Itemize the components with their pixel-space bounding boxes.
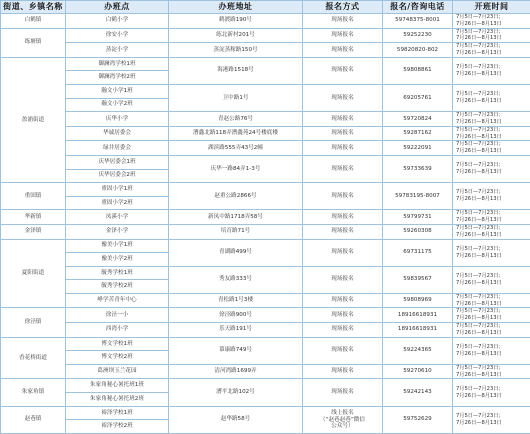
address-cell: 青湖路499号 [169,239,303,266]
time-line-1: 7月5日—7月23日； [456,112,528,119]
class-point-cell: 庆华居委会1班 [66,155,169,169]
class-point-cell: 蒸淀小学 [66,43,169,58]
phone-cell: 59224365 [383,337,453,364]
time-line-2: 7月26日—8月13日 [456,253,528,260]
street-name-cell: 盈浦街道 [1,57,66,182]
method-cell: 现场报名 [303,308,383,323]
time-line-1: 7月5日—7月23日； [456,273,528,280]
time-line-2: 7月26日—8月13日 [456,351,528,358]
method-line: （“赵巷赵巷”微信 [305,417,380,423]
time-line-2: 7月26日—8月13日 [456,330,528,337]
header-time: 开班时间 [453,1,530,14]
time-line-1: 7月5日—7月23日； [456,246,528,253]
time-line-1: 7月5日—7月23日； [456,162,528,169]
address-cell: 湖滨路555弄43号2幢 [169,141,303,156]
phone-cell: 59222091 [383,141,453,156]
class-point-cell: 徐安小学 [66,28,169,43]
time-line-1: 7月5日—7月23日； [456,127,528,134]
street-name-cell: 徐泾镇 [1,308,66,337]
street-name-cell: 华新镇 [1,210,66,225]
method-cell: 现场报名 [303,155,383,182]
time-line-1: 7月5日—7月23日； [456,29,528,36]
time-line-1: 7月5日—7月23日； [456,365,528,372]
time-cell [453,14,530,29]
street-name-cell: 练塘镇 [1,28,66,57]
address-cell: 赵华路58号 [169,406,303,433]
time-cell [453,112,530,127]
time-line-1: 7月5日—7月23日； [456,386,528,393]
table-row [1,379,530,393]
method-cell: 现场报名 [303,43,383,58]
method-cell: 现场报名 [303,379,383,406]
address-cell: 徐泾路900号 [169,308,303,323]
class-point-cell: 金泽小学 [66,224,169,239]
header-method: 报名方式 [303,1,383,14]
address-cell: 鹤渡路190号 [169,14,303,29]
time-line-1: 7月5日—7月23日； [456,64,528,71]
class-point-cell: 重固小学2班 [66,196,169,210]
method-cell: 现场报名 [303,84,383,111]
phone-cell: 59839567 [383,266,453,293]
street-name-cell: 赵巷镇 [1,406,66,433]
time-cell [453,364,530,379]
table-row [1,266,530,280]
time-cell [453,379,530,406]
method-line: 公众号） [305,423,380,429]
address-cell: 新凤中路1718弄58号 [169,210,303,225]
time-line-2: 7月26日—8月13日 [456,35,528,42]
table-row [1,293,530,308]
phone-cell: 69731175 [383,239,453,266]
method-cell: 现场报名 [303,57,383,84]
time-cell [453,57,530,84]
table-body [1,14,530,434]
table-row [1,308,530,323]
class-point-cell: 葛洲坝玉兰花园 [66,364,169,379]
method-cell: 现场报名 [303,293,383,308]
time-cell [453,141,530,156]
table-row [1,364,530,379]
time-line-2: 7月26日—8月13日 [456,21,528,28]
class-point-cell: 御澜湾学校2班 [66,71,169,85]
class-point-cell: 博文学校2班 [66,351,169,365]
phone-cell: 59783195-8007 [383,183,453,210]
phone-cell: 18916618931 [383,323,453,338]
address-cell: 培育路71号 [169,224,303,239]
table-row [1,406,530,420]
time-cell [453,266,530,293]
method-cell: 现场报名 [303,239,383,266]
table-row [1,141,530,156]
class-point-cell: 庆华居委会2班 [66,169,169,183]
address-cell: 海港路1518号 [169,57,303,84]
time-line-1: 7月5日—7月23日； [456,210,528,217]
method-cell: 现场报名 [303,266,383,293]
class-point-cell: 豫美小学2班 [66,253,169,267]
method-cell [303,406,383,433]
address-cell: 庆华一路84弄1-3号 [169,155,303,182]
class-point-cell: 豫美小学1班 [66,239,169,253]
time-cell [453,337,530,364]
table-row [1,239,530,253]
time-cell [453,323,530,338]
class-point-cell: 绿井居委会 [66,141,169,156]
method-cell: 现场报名 [303,210,383,225]
method-cell: 现场报名 [303,337,383,364]
address-cell: 蒸淀蒸稼路150号 [169,43,303,58]
class-point-cell: 白鹤小学 [66,14,169,29]
class-point-cell: 毓秀学校2班 [66,280,169,294]
time-line-2: 7月26日—8月13日 [456,232,528,239]
time-line-1: 7月5日—7月23日； [456,294,528,301]
table-row [1,57,530,71]
phone-cell: 18916618931 [383,308,453,323]
method-cell: 现场报名 [303,224,383,239]
time-line-2: 7月26日—8月13日 [456,98,528,105]
time-line-1: 7月5日—7月23日； [456,43,528,50]
time-line-2: 7月26日—8月13日 [456,196,528,203]
time-line-1: 7月5日—7月23日； [456,91,528,98]
address-cell: 赵重公路2866号 [169,183,303,210]
address-cell: 秀友路333号 [169,266,303,293]
phone-cell: 59799731 [383,210,453,225]
table-row [1,14,530,29]
table-row [1,84,530,98]
method-cell: 现场报名 [303,14,383,29]
address-cell: 清河湾路1699弄 [169,364,303,379]
method-cell: 现场报名 [303,364,383,379]
class-point-cell: 凤溪小学 [66,210,169,225]
time-line-2: 7月26日—8月13日 [456,134,528,141]
phone-cell: 59242143 [383,379,453,406]
table-row [1,210,530,225]
time-line-1: 7月5日—7月23日； [456,225,528,232]
method-cell: 现场报名 [303,183,383,210]
time-line-2: 7月26日—8月13日 [456,169,528,176]
phone-cell: 59808861 [383,57,453,84]
header-street: 街道、乡镇名称 [1,1,66,14]
time-line-1: 7月5日—7月23日； [456,189,528,196]
table-row [1,112,530,127]
class-point-cell: 重固小学1班 [66,183,169,197]
phone-cell: 59260308 [383,224,453,239]
phone-cell: 59820820-802 [383,43,453,58]
time-line-2: 7月26日—8月13日 [456,420,528,427]
class-point-cell: 裕泽学校1班 [66,406,169,420]
method-line: 线上报名 [305,410,380,416]
phone-cell: 59748375-8001 [383,14,453,29]
address-cell: 卫中路1号 [169,84,303,111]
time-cell [453,183,530,210]
phone-cell: 59287162 [383,126,453,141]
street-name-cell: 金泽镇 [1,224,66,239]
table-row [1,323,530,338]
header-row [1,1,530,14]
street-name-cell: 朱家角镇 [1,379,66,406]
address-cell: 慕康路749号 [169,337,303,364]
class-point-cell: 峥学苦青年中心 [66,293,169,308]
time-line-1: 7月5日—7月23日； [456,344,528,351]
time-line-2: 7月26日—8月13日 [456,148,528,155]
time-line-2: 7月26日—8月13日 [456,71,528,78]
time-line-2: 7月26日—8月13日 [456,315,528,322]
time-cell [453,155,530,182]
class-point-cell: 瀚文小学2班 [66,98,169,112]
phone-cell: 59733639 [383,155,453,182]
address-cell: 青赵公路76号 [169,112,303,127]
time-line-2: 7月26日—8月13日 [456,50,528,57]
header-address: 办班地址 [169,1,303,14]
phone-cell: 59252230 [383,28,453,43]
street-name-cell: 重固镇 [1,183,66,210]
table-row [1,337,530,351]
class-point-cell: 徐泾一小 [66,308,169,323]
address-cell: 练北新村201号 [169,28,303,43]
time-cell [453,406,530,433]
address-cell: 漕平北路102号 [169,379,303,406]
address-cell: 青松路1号3楼 [169,293,303,308]
method-cell: 现场报名 [303,28,383,43]
address-cell: 乐天路191号 [169,323,303,338]
time-line-2: 7月26日—8月13日 [456,217,528,224]
street-name-cell: 夏阳街道 [1,239,66,308]
class-point-cell: 庆华小学 [66,112,169,127]
time-line-1: 7月5日—7月23日； [456,323,528,330]
phone-cell: 59808969 [383,293,453,308]
time-line-2: 7月26日—8月13日 [456,393,528,400]
phone-cell: 59752629 [383,406,453,433]
time-cell [453,84,530,111]
phone-cell: 59270610 [383,364,453,379]
table-row [1,183,530,197]
time-cell [453,210,530,225]
class-point-cell: 朱家角秘心暑托班2班 [66,393,169,407]
time-line-1: 7月5日—7月23日； [456,308,528,315]
street-name-cell: 白鹤镇 [1,14,66,29]
method-cell: 现场报名 [303,323,383,338]
time-cell [453,308,530,323]
method-cell: 现场报名 [303,112,383,127]
class-point-cell: 华诚居委会 [66,126,169,141]
time-line-2: 7月26日—8月13日 [456,301,528,308]
header-phone: 报名/咨询电话 [383,1,453,14]
phone-cell: 59720824 [383,112,453,127]
time-cell [453,28,530,43]
table-row [1,155,530,169]
class-point-cell: 朱家角秘心暑托班1班 [66,379,169,393]
time-cell [453,239,530,266]
class-point-cell: 博文学校1班 [66,337,169,351]
time-line-1: 7月5日—7月23日； [456,14,528,21]
method-cell: 现场报名 [303,126,383,141]
time-line-1: 7月5日—7月23日； [456,141,528,148]
class-point-cell: 毓秀学校1班 [66,266,169,280]
phone-cell: 69205761 [383,84,453,111]
class-point-cell: 瀚文小学1班 [66,84,169,98]
time-cell [453,43,530,58]
time-line-2: 7月26日—8月13日 [456,280,528,287]
class-point-cell: 西湾小学 [66,323,169,338]
table-row [1,43,530,58]
street-name-cell: 香花桥街道 [1,337,66,379]
time-cell [453,126,530,141]
table-row [1,126,530,141]
class-point-cell: 御澜湾学校1班 [66,57,169,71]
time-cell [453,293,530,308]
time-line-2: 7月26日—8月13日 [456,119,528,126]
table-row [1,224,530,239]
class-point-cell: 裕泽学校2班 [66,420,169,434]
time-cell [453,224,530,239]
method-cell: 现场报名 [303,141,383,156]
address-cell: 漕鑫北路118弄漕鑫苑24号楼底楼 [169,126,303,141]
header-class-point: 办班点 [66,1,169,14]
time-line-1: 7月5日—7月23日； [456,413,528,420]
table-row [1,28,530,43]
time-line-2: 7月26日—8月13日 [456,372,528,379]
